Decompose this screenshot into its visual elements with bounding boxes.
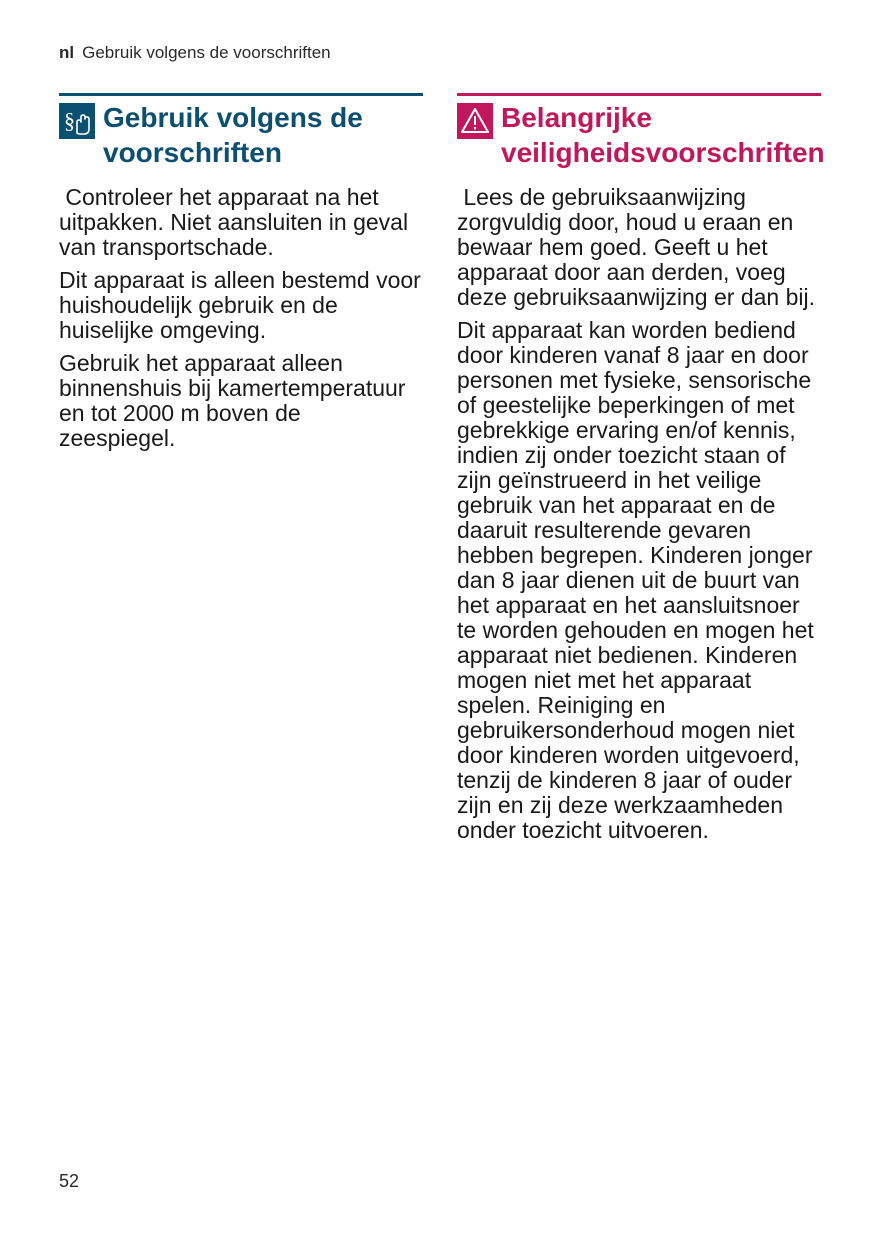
body-paragraph: Lees de gebruiksaanwijzing zorgvuldig door, houd u eraan en bewaar hem goed. Geeft u het apparaat door aan derden, voeg deze gebruiksaanwijzing er dan bij. (457, 184, 815, 310)
section-title-line: Gebruik volgens de (103, 102, 363, 133)
body-paragraph: Gebruik het apparaat alleen binnenshuis bij kamertemperatuur en tot 2000 m boven de zeespiegel. (59, 350, 406, 451)
svg-text:§: § (64, 108, 75, 133)
section-title-line: veiligheidsvoorschriften (501, 137, 825, 168)
section-heading (59, 100, 423, 170)
section-title-line: voorschriften (103, 137, 282, 168)
section-safety-instructions (457, 93, 825, 843)
body-paragraph: Dit apparaat kan worden bediend door kinderen vanaf 8 jaar en door personen met fysieke, sensorische of geestelijke beperkingen of met gebrekkige ervaring en/of kennis, indien zij onder toezicht staan of zijn geïnstrueerd in het veilige gebruik van het apparaat en de daaruit resulterende gevaren hebben begrepen. Kinderen jonger dan 8 jaar dienen uit de buurt van het apparaat en het aansluitsnoer te worden gehouden en mogen het apparaat niet bedienen. Kinderen mogen niet met het apparaat spelen. Reiniging en gebruikersonderhoud mogen niet door kinderen worden uitgevoerd, tenzij de kinderen 8 jaar of ouder zijn en zij deze werkzaamheden onder toezicht uitvoeren. (457, 317, 814, 843)
warning-triangle-icon (457, 103, 493, 139)
running-header (59, 42, 331, 64)
section-heading (457, 100, 825, 170)
body-paragraph: Controleer het apparaat na het uitpakken. Niet aansluiten in geval van transportschade. (59, 184, 415, 260)
paragraph-hand-icon (59, 103, 95, 139)
section-title (501, 100, 825, 170)
section-title-line: Belangrijke (501, 102, 652, 133)
section-rule (59, 93, 423, 96)
section-title (103, 100, 363, 170)
body-paragraph: Dit apparaat is alleen bestemd voor huishoudelijk gebruik en de huiselijke omgeving. (59, 267, 421, 343)
section-intended-use (59, 93, 423, 451)
language-code: nl (59, 43, 75, 62)
running-header-title: Gebruik volgens de voorschriften (82, 43, 331, 62)
page-number: 52 (59, 1171, 80, 1191)
section-rule (457, 93, 821, 96)
